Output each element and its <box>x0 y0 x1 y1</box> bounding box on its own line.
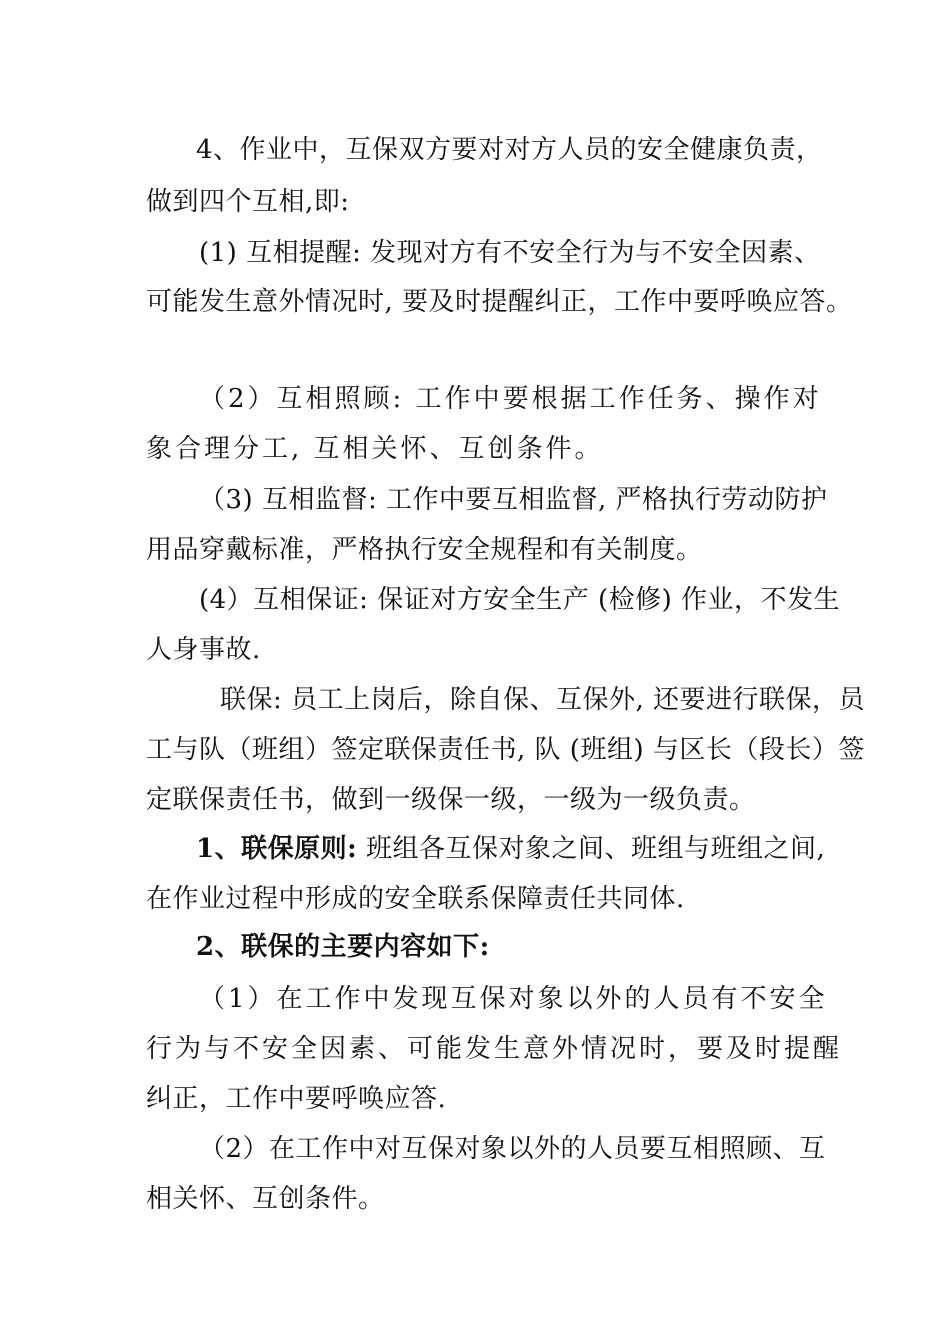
paragraph-line: 工与队（班组）签定联保责任书, 队 (班组) 与区长（段长）签 <box>146 735 865 765</box>
paragraph-line: 做到四个互相,即: <box>146 187 350 217</box>
content-heading: 2、联保的主要内容如下: <box>196 932 490 962</box>
principle-text: 班组各互保对象之间、班组与班组之间, <box>357 834 826 864</box>
principle-line <box>196 832 825 866</box>
paragraph-line: 用品穿戴标准，严格执行安全规程和有关制度。 <box>146 535 703 565</box>
paragraph-line: 4、作业中，互保双方要对对方人员的安全健康负责， <box>196 135 823 165</box>
principle-heading: 1、联保原则: <box>196 834 358 864</box>
paragraph-line: 人身事故. <box>146 635 261 665</box>
paragraph-line: （3) 互相监督: 工作中要互相监督, 严格执行劳动防护 <box>199 485 828 515</box>
paragraph-line: (4）互相保证: 保证对方安全生产 (检修) 作业，不发生 <box>199 585 841 615</box>
paragraph-line: （1）在工作中发现互保对象以外的人员有不安全 <box>199 984 828 1014</box>
paragraph-line: 纠正，工作中要呼唤应答. <box>146 1084 447 1114</box>
paragraph-line: 联保: 员工上岗后，除自保、互保外, 还要进行联保，员 <box>220 685 866 715</box>
paragraph-line: 定联保责任书，做到一级保一级，一级为一级负责。 <box>146 785 756 815</box>
paragraph-line: 行为与不安全因素、可能发生意外情况时，要及时提醒 <box>146 1034 843 1064</box>
paragraph-line: (1) 互相提醒: 发现对方有不安全行为与不安全因素、 <box>199 238 821 268</box>
paragraph-line: 可能发生意外情况时, 要及时提醒纠正，工作中要呼唤应答。 <box>146 287 853 317</box>
paragraph-line: 相关怀、互创条件。 <box>146 1184 385 1214</box>
paragraph-line: 在作业过程中形成的安全联系保障责任共同体. <box>146 884 685 914</box>
paragraph-line: （2）互相照顾: 工作中要根据工作任务、操作对 <box>199 384 822 414</box>
paragraph-line: 象合理分工, 互相关怀、互创条件。 <box>146 434 604 464</box>
paragraph-line: （2）在工作中对互保对象以外的人员要互相照顾、互 <box>199 1134 826 1164</box>
